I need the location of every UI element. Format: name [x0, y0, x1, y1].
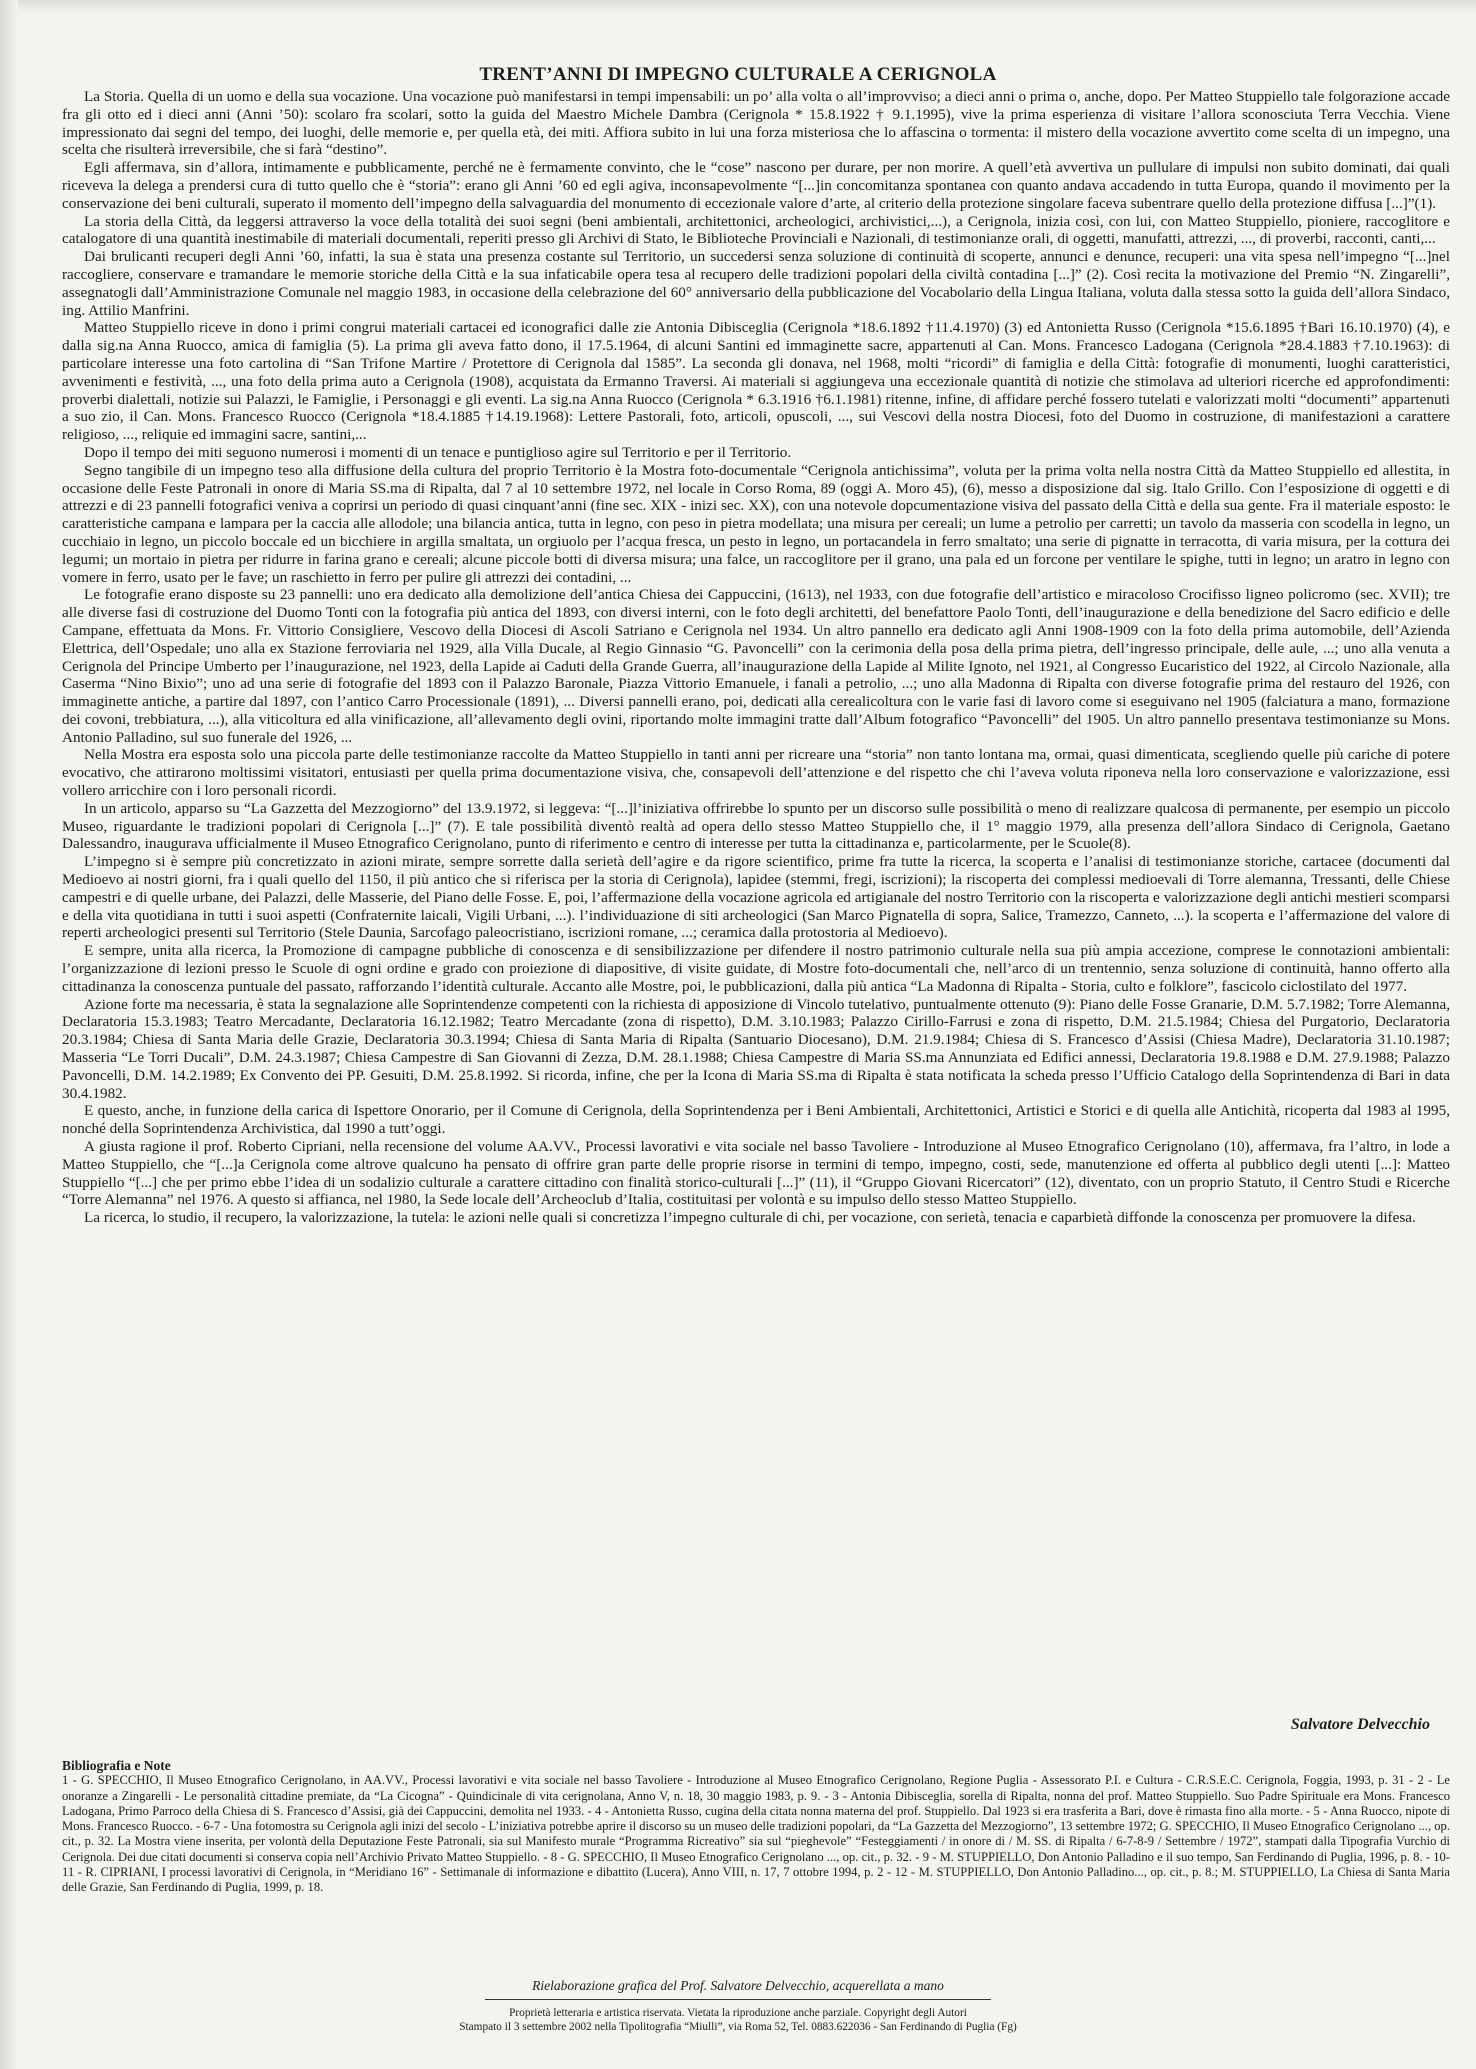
- paragraph: E questo, anche, in funzione della carica di Ispettore Onorario, per il Comune di Cerignola, della Soprintendenza per i Beni Ambientali, Architettonici, Artistici e Storici e di quella alle Antichità, ricoperta dal 1983 al 1995, nonché della Soprintendenza Archivistica, dal 1990 a tutt’oggi.: [62, 1102, 1450, 1138]
- copyright-notice: Proprietà letteraria e artistica riservata. Vietata la riproduzione anche parziale. Copyright degli Autori: [509, 2007, 967, 2019]
- paragraph: La ricerca, lo studio, il recupero, la valorizzazione, la tutela: le azioni nelle quali si concretizza l’impegno culturale di chi, per vocazione, con serietà, tenacia e caparbietà diffonde la conoscenza per promuovere la difesa.: [84, 1209, 1416, 1227]
- paragraph: Le fotografie erano disposte su 23 pannelli: uno era dedicato alla demolizione dell’antica Chiesa dei Cappuccini, (1613), nel 1933, con due fotografie dell’artistico e miracoloso Crocifisso ligneo policromo (sec. XVII); tre alle diverse fasi di costruzione del Duomo Tonti con la fotografia più antica del 1893, con diversi interni, con le foto degli architetti, del benefattore Paolo Tonti, dell’inaugurazione e della benedizione del Sacro edificio e delle Campane, effettuata da Mons. Fr. Vittorio Consigliere, Vescovo della Diocesi di Ascoli Satriano e Cerignola nel 1934. Un altro pannello era dedicato agli Anni 1908-1909 con la foto della prima automobile, dell’Azienda Elettrica, dell’Ospedale; uno alla ex Stazione ferroviaria nel 1929, alla Villa Ducale, al Regio Ginnasio “G. Pavoncelli” con la cerimonia della posa della prima pietra, dell’ingresso principale, delle aule, ...; uno alla venuta a Cerignola del Principe Umberto per l’inaugurazione, nel 1923, della Lapide ai Caduti della Grande Guerra, all’inaugurazione della Lapide al Milite Ignoto, nel 1921, al Congresso Eucaristico del 1922, al Circolo Nazionale, alla Caserma “Nino Bixio”; uno ad una serie di fotografie del 1893 con il Palazzo Baronale, Piazza Vittorio Emanuele, i fanali a petrolio, ...; uno alla Madonna di Ripalta con diverse fotografie prima del restauro del 1926, con immaginette antiche, a partire dal 1897, con l’antico Carro Processionale (1891), ... Diversi pannelli erano, poi, dedicati alla cerealicoltura con le varie fasi di lavoro come si eseguivano nel 1905 (falciatura a mano, formazione dei covoni, trebbiatura, ...), alla viticoltura ed alla vinificazione, all’allevamento degli ovini, riportando molte immagini tratte dall’Album fotografico “Pavoncelli” del 1905. Un altro pannello presentava testimonianze su Mons. Antonio Palladino, sul suo funerale del 1926, ...: [62, 586, 1450, 746]
- page-edge-shadow-left: [0, 0, 18, 2069]
- paragraph: Segno tangibile di un impegno teso alla diffusione della cultura del proprio Territorio è la Mostra foto-documentale “Cerignola antichissima”, voluta per la prima volta nella nostra Città da Matteo Stuppiello ed allestita, in occasione delle Feste Patronali in onore di Maria SS.ma di Ripalta, dal 7 al 10 settembre 1972, nel locale in Corso Roma, 89 (oggi A. Moro 45), (6), messo a disposizione dal sig. Italo Grillo. Con l’esposizione di oggetti e di attrezzi e di 23 pannelli fotografici veniva a coprirsi un periodo di quasi cinquant’anni (fine sec. XIX - inizi sec. XX), con una notevole dopcumentazione visiva del passato della Città e della sua gente. Fra il materiale esposto: le caratteristiche campana e lampara per la caccia alle allodole; una bilancia antica, tutta in legno, con peso in pietra modellata; una misura per cereali; un lume a petrolio per carretti; un tavolo da masseria con scodella in legno, un cucchiaio in legno, un piccolo boccale ed un bicchiere in argilla smaltata, un orgiuolo per l’acqua fresca, un pesto in legno, un portacandela in ferro smaltato; una serie di pignatte in terracotta, di varia misura, per la cottura dei legumi; un mortaio in pietra per ridurre in farina grano e cereali; alcune piccole botti di diversa misura; una falce, un raccoglitore per il grano, una pala ed un forcone per ventilare le spighe, tutti in legno; un aratro in legno con vomere in ferro, usato per le fave; un raschietto in ferro per pulire gli attrezzi dei contadini, ...: [62, 461, 1450, 586]
- page-edge-shadow: [0, 0, 1476, 14]
- paragraph: Matteo Stuppiello riceve in dono i primi congrui materiali cartacei ed iconografici dalle zie Antonia Dibisceglia (Cerignola *18.6.1892 †11.4.1970) (3) ed Antonietta Russo (Cerignola *15.6.1895 †Bari 16.10.1970) (4), e dalla sig.na Anna Ruocco, amica di famiglia (5). La prima gli aveva fatto dono, il 17.5.1964, di alcuni Santini ed immaginette sacre, appartenuti al Can. Mons. Francesco Ladogana (Cerignola *28.4.1883 †7.10.1963): di particolare interesse una foto cartolina di “San Trifone Martire / Protettore di Cerignola dal 1585”. La seconda gli donava, nel 1968, molti “ricordi” di famiglia e della Città: fotografie di monumenti, luoghi caratteristici, avvenimenti e festività, ..., una foto della prima auto a Cerignola (1908), acquistata da Ermanno Traversi. Ai materiali si aggiungeva una eccezionale quantità di notizie che stimolava ad ulteriori ricerche ed approfondimenti: proverbi dialettali, notizie sui Palazzi, le Famiglie, i Personaggi e gli eventi. La sig.na Anna Ruocco (Cerignola * 6.3.1916 †6.1.1981) ritenne, infine, di affidare perché fossero tutelati e valorizzati molti “documenti” appartenuti a suo zio, il Can. Mons. Francesco Ruocco (Cerignola *18.4.1885 †14.19.1968): Lettere Pastorali, foto, articoli, opuscoli, ..., sui Vescovi della nostra Diocesi, foto del Duomo in costruzione, di manifestazioni a carattere religioso, ..., reliquie ed immagini sacre, santini,...: [62, 319, 1450, 444]
- author-signature: Salvatore Delvecchio: [1290, 1716, 1430, 1733]
- paragraph: A giusta ragione il prof. Roberto Cipriani, nella recensione del volume AA.VV., Processi lavorativi e vita sociale nel basso Tavoliere - Introduzione al Museo Etnografico Cerignolano (10), affermava, fra l’altro, in lode a Matteo Stuppiello, che “[...]a Cerignola come altrove qualcuno ha pensato di offrire gran parte delle proprie risorse in termini di tempo, impegno, costi, sede, manutenzione ed offerta al pubblico degli utenti [...]: Matteo Stuppiello “[...] che per primo ebbe l’idea di un sodalizio culturale a carattere cittadino con finalità storico-culturali [...]” (11), il “Gruppo Giovani Ricercatori” (12), diventato, con un proprio Statuto, il Centro Studi e Ricerche “Torre Alemanna” nel 1976. A questo si affianca, nel 1980, la Sede locale dell’Archeoclub d’Italia, costituitasi per volontà e su impulso dello stesso Matteo Stuppiello.: [62, 1138, 1450, 1209]
- paragraph: La storia della Città, da leggersi attraverso la voce della totalità dei suoi segni (beni ambientali, architettonici, archeologici, archivistici,...), a Cerignola, inizia così, con lui, con Matteo Stuppiello, pioniere, raccoglitore e catalogatore di una quantità inestimabile di materiali documentali, reperiti presso gli Archivi di Stato, le Biblioteche Provinciali e Nazionali, di testimonianze orali, di oggetti, manufatti, attrezzi, ..., di proverbi, racconti, canti,...: [62, 212, 1450, 248]
- paragraph: Azione forte ma necessaria, è stata la segnalazione alle Soprintendenze competenti con la richiesta di apposizione di Vincolo tutelativo, puntualmente ottenuto (9): Piano delle Fosse Granarie, D.M. 5.7.1982; Torre Alemanna, Declaratoria 15.3.1983; Teatro Mercadante, Declaratoria 16.12.1982; Teatro Mercadante (zona di rispetto), D.M. 3.10.1983; Palazzo Cirillo-Farrusi e zona di rispetto, D.M. 21.5.1984; Chiesa del Purgatorio, Declaratoria 20.3.1984; Chiesa di Santa Maria delle Grazie, Declaratoria 30.3.1994; Chiesa di Santa Maria di Ripalta (Santuario Diocesano), D.M. 21.9.1984; Chiesa di S. Francesco d’Assisi (Chiesa Madre), Declaratoria 31.10.1987; Masseria “Le Torri Ducali”, D.M. 24.3.1987; Chiesa Campestre di San Giovanni di Zezza, D.M. 28.1.1988; Chiesa Campestre di Maria SS.ma Annunziata ed Edifici annessi, Declaratoria 19.8.1988 e D.M. 27.9.1988; Palazzo Pavoncelli, D.M. 14.2.1989; Ex Convento dei PP. Gesuiti, D.M. 25.8.1992. Si ricorda, infine, che per la Icona di Maria SS.ma di Ripalta è stata notificata la scheda presso l’Ufficio Catalogo della Soprintendenza di Bari in data 30.4.1982.: [62, 995, 1450, 1102]
- paragraph: In un articolo, apparso su “La Gazzetta del Mezzogiorno” del 13.9.1972, si leggeva: “[...]l’iniziativa offrirebbe lo spunto per un discorso sulle possibilità o meno di realizzare qualcosa di permanente, per esempio un piccolo Museo, riguardante le tradizioni popolari di Cerignola [...]” (7). E tale possibilità diventò realtà ad opera dello stesso Matteo Stuppiello che, il 1° maggio 1979, alla presenza dell’allora Sindaco di Cerignola, Gaetano Dalessandro, inaugurava ufficialmente il Museo Etnografico Cerignolano, punto di riferimento e centro di interesse per tutta la cittadinanza e, particolarmente, per le Scuole(8).: [62, 799, 1450, 853]
- footer-divider: [485, 1999, 991, 2000]
- bibliography-section: [62, 1758, 1450, 1896]
- printer-notice: Stampato il 3 settembre 2002 nella Tipolitografia “Miulli”, via Roma 52, Tel. 0883.622036 - San Ferdinando di Puglia (Fg): [459, 2021, 1017, 2033]
- paragraph: Dai brulicanti recuperi degli Anni ’60, infatti, la sua è stata una presenza costante sul Territorio, un succedersi senza soluzione di continuità di scoperte, annunci e denunce, recuperi: una vita spesa nell’impegno “[...]nel raccogliere, conservare e tramandare le memorie storiche della Città e la sua infaticabile opera tesa al recupero delle tradizioni popolari della civiltà contadina [...]” (2). Così recita la motivazione del Premio “N. Zingarelli”, assegnatogli dall’Amministrazione Comunale nel maggio 1983, in occasione della celebrazione del 60° anniversario della pubblicazione del Vocabolario della Lingua Italiana, voluta dalla stessa sotto la guida dell’allora Sindaco, ing. Attilio Manfrini.: [62, 248, 1450, 319]
- paragraph: Nella Mostra era esposta solo una piccola parte delle testimonianze raccolte da Matteo Stuppiello in tanti anni per ricreare una “storia” non tanto lontana ma, ormai, quasi dimenticata, scegliendo quelle più cariche di potere evocativo, che attirarono moltissimi visitatori, entusiasti per quella prima documentazione visiva, che, consapevoli dell’attenzione e del rispetto che chi l’aveva voluta riponeva nella loro conservazione e valorizzazione, essi vollero arricchire con i loro personali ricordi.: [62, 746, 1450, 800]
- paragraph: E sempre, unita alla ricerca, la Promozione di campagne pubbliche di conoscenza e di sensibilizzazione per difendere il nostro patrimonio culturale nella sua più ampia accezione, comprese le connotazioni ambientali: l’organizzazione di lezioni presso le Scuole di ogni ordine e grado con proiezione di diapositive, di visite guidate, di Mostre foto-documentali che, nell’arco di un trentennio, senza soluzione di continuità, hanno offerto alla cittadinanza la conoscenza puntuale del passato, rafforzando l’identità culturale. Accanto alle Mostre, poi, le pubblicazioni, dalla più antica “La Madonna di Ripalta - Storia, culto e folklore”, fascicolo ciclostilato del 1977.: [62, 942, 1450, 995]
- paragraph: Egli affermava, sin d’allora, intimamente e pubblicamente, perché ne è fermamente convinto, che le “cose” nascono per durare, per non morire. A quell’età avvertiva un pullulare di impulsi non subito dominati, dai quali riceveva la delega a prendersi cura di tutto quello che è “storia”: erano gli Anni ’60 ed egli agiva, inconsapevolmente “[...]in concomitanza spontanea con quanto andava accadendo in tutta Europa, quando il movimento per la conservazione dei beni culturali, superato il momento dell’impegno della salvaguardia del monumento di eccezionale valore d’arte, al criterio della protezione singolare faceva subentrare quello della protezione diffusa [...]”(1).: [62, 159, 1450, 212]
- graphic-credit: Rielaborazione grafica del Prof. Salvatore Delvecchio, acquerellata a mano: [532, 1978, 944, 1993]
- paragraph: L’impegno si è sempre più concretizzato in azioni mirate, sempre sorrette dalla serietà dell’agire e da rigore scientifico, prime fra tutte la ricerca, la scoperta e l’analisi di testimonianze storiche, cartacee (documenti dal Medioevo ai nostri giorni, fra i quali quello del 1150, il più antico che si riferisca per la storia di Cerignola), lapidee (stemmi, fregi, iscrizioni); la riscoperta dei complessi medioevali di Torre alemanna, Tressanti, delle Chiese campestri e di quelle urbane, dei Palazzi, delle Masserie, del Piano delle Fosse. E, poi, l’affermazione della vocazione agricola ed artigianale del nostro Territorio con la riscoperta e valorizzazione degli antichi mestieri scomparsi e della vita quotidiana in tutti i suoi aspetti (Confraternite laicali, Vigili Urbani, ...). l’individuazione di siti archeologici (San Marco Pignatella di sopra, Salice, Tramezzo, Canneto, ...). la scoperta e l’affermazione del valore di reperti archeologici presenti sul Territorio (Stele Daunia, Sarcofago paleocristiano, iscrizioni romane, ...; ceramica dalla protostoria al Medioevo).: [62, 853, 1450, 942]
- paragraph: Dopo il tempo dei miti seguono numerosi i momenti di un tenace e puntiglioso agire sul Territorio e per il Territorio.: [84, 443, 792, 461]
- paragraph: La Storia. Quella di un uomo e della sua vocazione. Una vocazione può manifestarsi in tempi impensabili: un po’ alla volta o all’improvviso; a dieci anni o prima o, anche, dopo. Per Matteo Stuppiello tale folgorazione accade fra gli otto ed i dieci anni (Anni ’50): scolaro fra scolari, sotto la guida del Maestro Michele Dambra (Cerignola * 15.8.1922 † 9.1.1995), vive la prima esperienza di visitare l’allora sconosciuta Terra Vecchia. Viene impressionato dai segni del tempo, dei luoghi, delle memorie e, per quella età, dei miti. Affiora subito in lui una forza misteriosa che lo affascina o tormenta: il mistero della vocazione avvertito come scelta di un impegno, una scelta che risulterà irreversibile, che si farà “destino”.: [62, 88, 1450, 159]
- bibliography-heading: Bibliografia e Note: [62, 1758, 171, 1773]
- bibliography-notes: 1 - G. SPECCHIO, Il Museo Etnografico Cerignolano, in AA.VV., Processi lavorativi e vita sociale nel basso Tavoliere - Introduzione al Museo Etnografico Cerignolano, Regione Puglia - Assessorato P.I. e Cultura - C.R.S.E.C. Cerignola, Foggia, 1993, p. 31 - 2 - Le onoranze a Zingarelli - Le personalità cittadine premiate, da “La Cicogna” - Quindicinale di vita cerignolana, Anno V, n. 18, 30 maggio 1983, p. 9. - 3 - Antonia Dibisceglia, sorella di Ripalta, nonna del prof. Matteo Stuppiello. Suo Padre Spirituale era Mons. Francesco Ladogana, Primo Parroco della Chiesa di S. Francesco d’Assisi, già dei Cappuccini, demolita nel 1933. - 4 - Antonietta Russo, cugina della citata nonna materna del prof. Stuppiello. Dal 1923 si era trasferita a Bari, dove è rimasta fino alla morte. - 5 - Anna Ruocco, nipote di Mons. Francesco Ruocco. - 6-7 - Una fotomostra su Cerignola agli inizi del secolo - L’iniziativa potrebbe aprire il discorso su un museo delle tradizioni popolari, da “La Gazzetta del Mezzogiorno”, 13 settembre 1972; G. SPECCHIO, Il Museo Etnografico Cerignolano ..., op. cit., p. 32. La Mostra viene inserita, per volontà della Deputazione Feste Patronali, sia sul Manifesto murale “Programma Ricreativo” sia sul “pieghevole” “Festeggiamenti / in onore di / M. SS. di Ripalta / 6-7-8-9 / Settembre / 1972”, stampati dalla Tipografia Vurchio di Cerignola. Dei due citati documenti si conserva copia nell’Archivio Privato Matteo Stuppiello. - 8 - G. SPECCHIO, Il Museo Etnografico Cerignolano ..., op. cit., p. 32. - 9 - M. STUPPIELLO, Don Antonio Palladino e il suo tempo, San Ferdinando di Puglia, 1996, p. 8. - 10-11 - R. CIPRIANI, I processi lavorativi di Cerignola, in “Meridiano 16” - Settimanale di informazione e dibattito (Lucera), Anno VIII, n. 17, 7 ottobre 1994, p. 2 - 12 - M. STUPPIELLO, Don Antonio Palladino..., op. cit., p. 8.; M. STUPPIELLO, La Chiesa di Santa Maria delle Grazie, San Ferdinando di Puglia, 1999, p. 18.: [62, 1773, 1450, 1895]
- article-body: [62, 88, 1450, 1227]
- page-title: TRENT’ANNI DI IMPEGNO CULTURALE A CERIGNOLA: [479, 64, 997, 85]
